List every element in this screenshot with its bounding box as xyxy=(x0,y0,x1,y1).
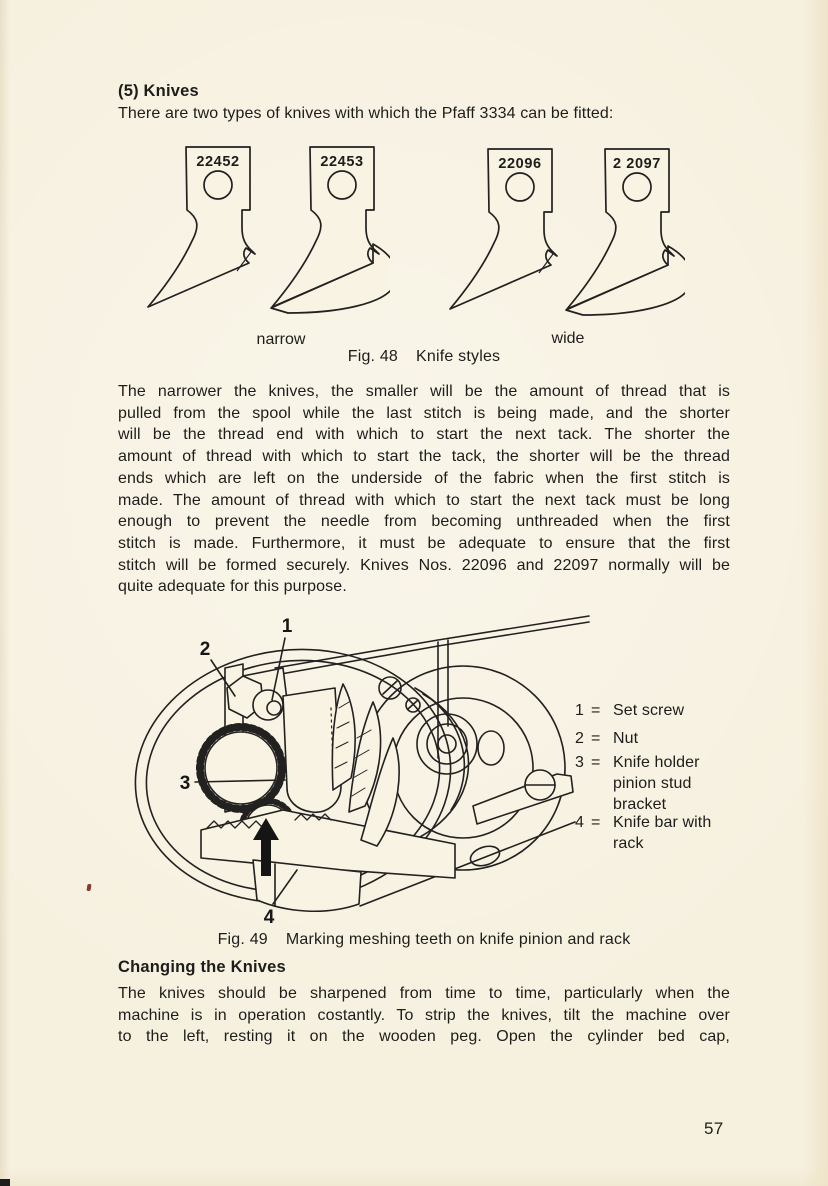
legend-num: 4 xyxy=(575,814,584,831)
knife-hole xyxy=(328,171,356,199)
legend-equals: = xyxy=(591,814,601,831)
page-number: 57 xyxy=(704,1119,724,1138)
label-wide: wide xyxy=(551,330,585,347)
knife-hole xyxy=(623,173,651,201)
knife-blade-outline xyxy=(450,149,557,309)
knife-part-number: 2 2097 xyxy=(613,156,661,172)
knife-drawing-22097 xyxy=(553,146,685,316)
knife-hole xyxy=(506,173,534,201)
knife-part-number: 22096 xyxy=(498,156,542,172)
legend-text: Knife holder pinion stud bracket xyxy=(613,754,700,813)
red-ink-speck xyxy=(87,884,92,891)
fig48-caption xyxy=(118,348,730,366)
callout-3: 3 xyxy=(179,773,191,794)
paragraph-knife-thread: The narrower the knives, the smaller will be the amount of thread that is pulled from the spool while the last stitch is being made, and the shorter will be the thread end with which to start the next tack. The shorter the amount of thread with which to start the tack, the shorter will be the thread ends which are left on the underside of the fabric when the first stitch is made. The amount of thread with which to start the next tack must be long enough to prevent the needle from becoming unthreaded when the first stitch is made. Furthermore, it must be adequate to ensure that the first stitch will be formed securely. Knives Nos. 22096 and 22097 normally will be quite adequate for this purpose. xyxy=(118,383,730,596)
fig49-caption-text: Marking meshing teeth on knife pinion and rack xyxy=(285,931,631,948)
legend-item-knife-bar xyxy=(575,812,739,854)
lever-arm xyxy=(473,774,573,824)
pinion-gear xyxy=(205,732,277,804)
knife-drawing-22452 xyxy=(134,144,266,314)
callout-1: 1 xyxy=(281,616,293,637)
section-heading-knives: (5) Knives xyxy=(118,82,199,100)
legend-num: 1 xyxy=(575,702,584,719)
fig48-caption-text: Knife styles xyxy=(416,348,501,365)
paragraph-changing-knives: The knives should be sharpened from time to time, particularly when the machine is in operation costantly. To strip the knives, tilt the machine over to the left, resting it on the wooden peg. Open the cylinder bed cap, xyxy=(118,985,730,1046)
section-intro: There are two types of knives with which the Pfaff 3334 can be fitted: xyxy=(118,105,614,122)
knife-drawing-22096 xyxy=(436,146,568,316)
legend-item-knife-holder xyxy=(575,752,739,815)
legend-text: Knife bar with rack xyxy=(613,814,712,852)
fig49-caption xyxy=(118,931,730,949)
fig49-mechanism-drawing xyxy=(125,608,595,928)
knife-hole xyxy=(204,171,232,199)
legend-text: Nut xyxy=(613,730,639,747)
knife-drawing-22453 xyxy=(258,144,390,314)
callout-4: 4 xyxy=(263,907,275,928)
section-heading-changing-knives: Changing the Knives xyxy=(118,958,286,976)
legend-equals: = xyxy=(591,702,601,719)
legend-text: Set screw xyxy=(613,702,685,719)
legend-item-nut xyxy=(575,728,739,749)
scan-corner-mark xyxy=(0,1179,10,1186)
callout-2: 2 xyxy=(199,639,211,660)
knife-blade-outline xyxy=(148,147,255,307)
legend-equals: = xyxy=(591,730,601,747)
knife-part-number: 22452 xyxy=(196,154,240,170)
label-narrow: narrow xyxy=(256,331,306,348)
legend-equals: = xyxy=(591,754,601,771)
legend-item-set-screw xyxy=(575,700,739,721)
legend-num: 3 xyxy=(575,754,584,771)
knife-part-number: 22453 xyxy=(320,154,364,170)
fig49-caption-number: Fig. 49 xyxy=(217,931,268,948)
fig48-caption-number: Fig. 48 xyxy=(347,348,399,365)
legend-num: 2 xyxy=(575,730,584,747)
